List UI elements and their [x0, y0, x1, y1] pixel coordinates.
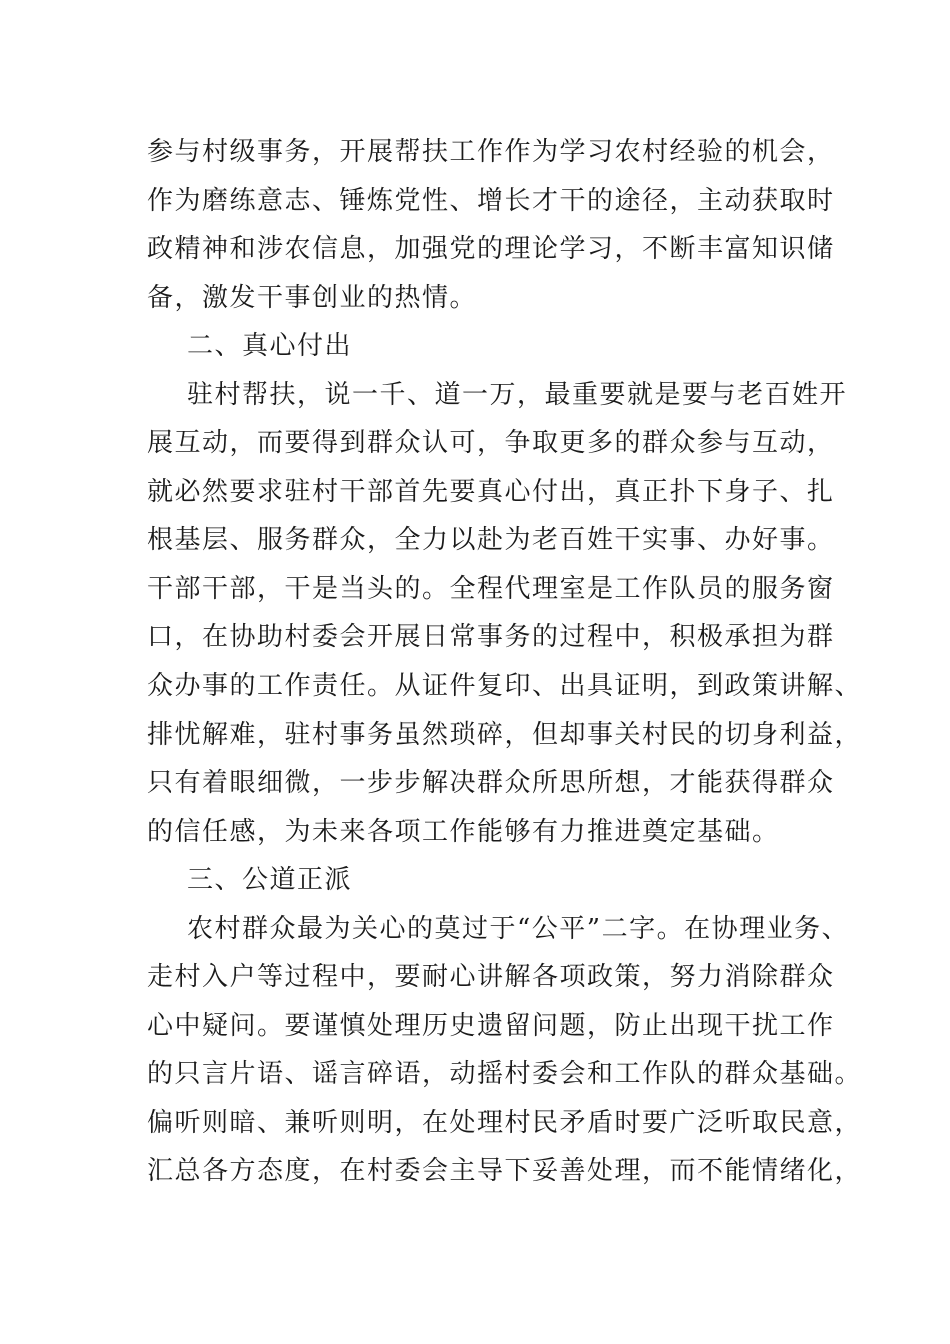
section-heading: 二、真心付出 — [187, 331, 353, 362]
text-line: 农村群众最为关心的莫过于“公平”二字。在协理业务、 — [187, 913, 850, 944]
text-line: 就必然要求驻村干部首先要真心付出，真正扑下身子、扎 — [147, 476, 835, 507]
text-line: 的只言片语、谣言碎语，动摇村委会和工作队的群众基础。 — [147, 1059, 863, 1090]
text-line: 汇总各方态度，在村委会主导下妥善处理，而不能情绪化， — [147, 1156, 863, 1187]
text-line: 展互动，而要得到群众认可，争取更多的群众参与互动， — [147, 428, 835, 459]
text-line: 备，激发干事创业的热情。 — [147, 282, 478, 313]
text-line: 驻村帮扶，说一千、道一万，最重要就是要与老百姓开 — [187, 379, 848, 410]
text-line: 干部干部，干是当头的。全程代理室是工作队员的服务窗 — [147, 573, 835, 604]
document-body — [147, 128, 863, 1196]
text-line: 排忧解难，驻村事务虽然琐碎，但却事关村民的切身利益， — [147, 719, 863, 750]
text-line: 政精神和涉农信息，加强党的理论学习，不断丰富知识储 — [147, 234, 835, 265]
text-line: 只有着眼细微，一步步解决群众所思所想，才能获得群众 — [147, 768, 835, 799]
text-line: 作为磨练意志、锤炼党性、增长才干的途径，主动获取时 — [147, 185, 835, 216]
text-line: 的信任感，为未来各项工作能够有力推进奠定基础。 — [147, 816, 780, 847]
text-line: 根基层、服务群众，全力以赴为老百姓干实事、办好事。 — [147, 525, 835, 556]
text-line: 口，在协助村委会开展日常事务的过程中，积极承担为群 — [147, 622, 835, 653]
text-line: 偏听则暗、兼听则明，在处理村民矛盾时要广泛听取民意， — [147, 1107, 863, 1138]
section-heading: 三、公道正派 — [187, 865, 353, 896]
text-line: 众办事的工作责任。从证件复印、出具证明，到政策讲解、 — [147, 671, 863, 702]
text-line: 走村入户等过程中，要耐心讲解各项政策，努力消除群众 — [147, 962, 835, 993]
text-line: 参与村级事务，开展帮扶工作作为学习农村经验的机会， — [147, 137, 835, 167]
text-line: 心中疑问。要谨慎处理历史遗留问题，防止出现干扰工作 — [147, 1010, 835, 1041]
